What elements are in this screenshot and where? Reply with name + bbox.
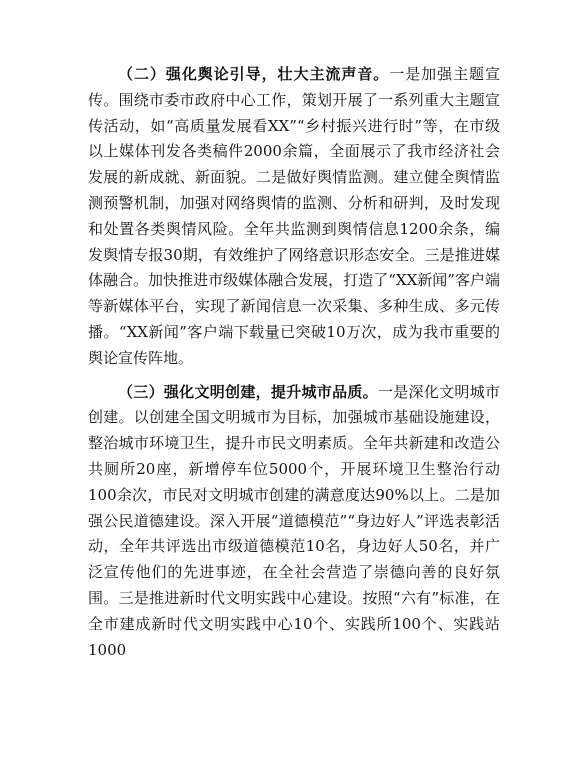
paragraph-2 (88, 62, 500, 372)
paragraph-body: 一是加强主题宣传。围绕市委市政府中心工作，策划开展了一系列重大主题宣传活动，如“高质量发展看XX”“乡村振兴进行时”等，在市级以上媒体刊发各类稿件2000余篇，全面展示了我市经济社会发展的新成就、新面貌。二是做好舆情监测。建立健全舆情监测预警机制，加强对网络舆情的监测、分析和研判，及时发现和处置各类舆情风险。全年共监测到舆情信息1200余条，编发舆情专报30期，有效维护了网络意识形态安全。三是推进媒体融合。加快推进市级媒体融合发展，打造了“XX新闻”客户端等新媒体平台，实现了新闻信息一次采集、多种生成、多元传播。“XX新闻”客户端下载量已突破10万次，成为我市重要的舆论宣传阵地。 (88, 65, 500, 367)
paragraph-body: 一是深化文明城市创建。以创建全国文明城市为目标，加强城市基础设施建设，整治城市环境卫生，提升市民文明素质。全年共新建和改造公共厕所20座，新增停车位5000个，开展环境卫生整治行动100余次，市民对文明城市创建的满意度达90%以上。二是加强公民道德建设。深入开展“道德模范”“身边好人”评选表彰活动，全年共评选出市级道德模范10名，身边好人50名，并广泛宣传他们的先进事迹，在全社会营造了崇德向善的良好氛围。三是推进新时代文明实践中心建设。按照“六有”标准，在全市建成新时代文明实践中心10个、实践所100个、实践站1000 (88, 382, 500, 659)
document-page (88, 62, 500, 663)
paragraph-3 (88, 380, 500, 664)
paragraph-heading: （二）强化舆论引导，壮大主流声音。 (118, 65, 390, 83)
paragraph-heading: （三）强化文明创建，提升城市品质。 (118, 382, 378, 401)
